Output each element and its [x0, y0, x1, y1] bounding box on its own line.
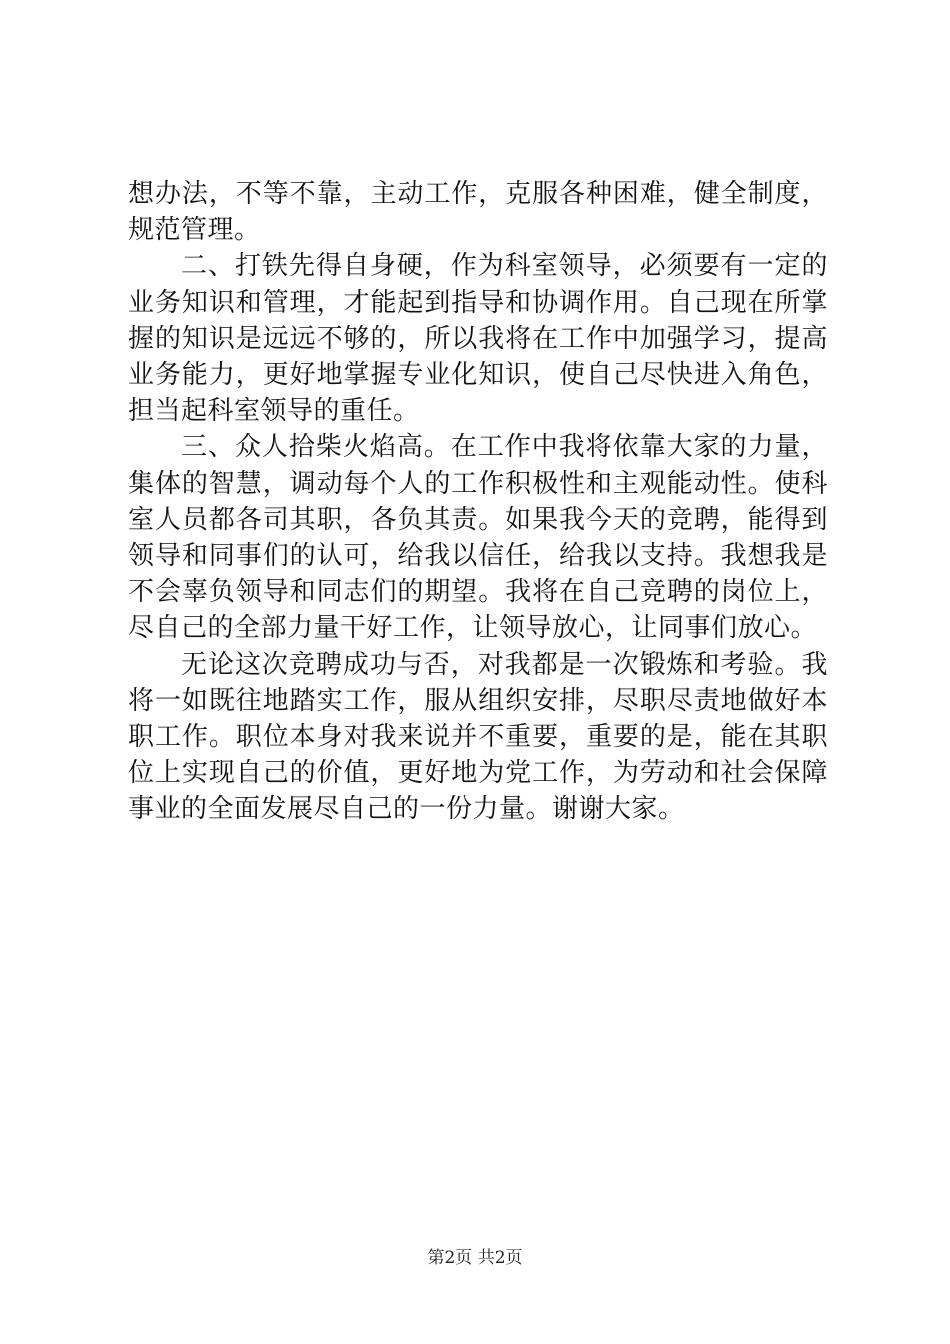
paragraph-closing: 无论这次竞聘成功与否，对我都是一次锻炼和考验。我将一如既往地踏实工作，服从组织安排，尽职尽责地做好本职工作。职位本身对我来说并不重要，重要的是，能在其职位上实现自己的价值，更好地为党工作，为劳动和社会保障事业的全面发展尽自己的一份力量。谢谢大家。 [128, 649, 828, 825]
paragraph-continuation: 想办法，不等不靠，主动工作，克服各种困难，健全制度，规范管理。 [128, 179, 828, 246]
page-footer: 第2页 共2页 [427, 1248, 523, 1268]
paragraph-point-three: 三、众人拾柴火焰高。在工作中我将依靠大家的力量，集体的智慧，调动每个人的工作积极性和主观能动性。使科室人员都各司其职，各负其责。如果我今天的竞聘，能得到领导和同事们的认可，给我以信任，给我以支持。我想我是不会辜负领导和同志们的期望。我将在自己竞聘的岗位上，尽自己的全部力量干好工作，让领导放心，让同事们放心。 [128, 432, 828, 644]
paragraph-point-two: 二、打铁先得自身硬，作为科室领导，必须要有一定的业务知识和管理，才能起到指导和协调作用。自己现在所掌握的知识是远远不够的，所以我将在工作中加强学习，提高业务能力，更好地掌握专业化知识，使自己尽快进入角色，担当起科室领导的重任。 [128, 251, 828, 427]
document-body [128, 176, 828, 828]
